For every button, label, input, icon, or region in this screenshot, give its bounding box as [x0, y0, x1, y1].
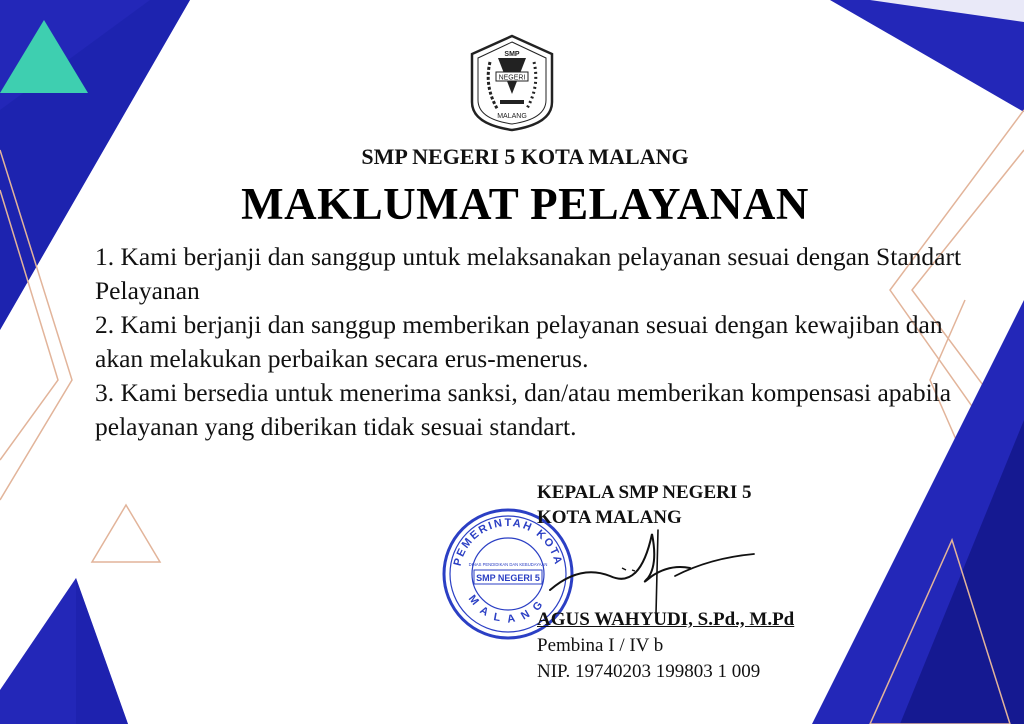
signatory-position-line2: KOTA MALANG	[537, 507, 682, 528]
school-emblem-icon	[462, 32, 562, 132]
signatory-name: AGUS WAHYUDI, S.Pd., M.Pd	[537, 609, 795, 630]
school-name: SMP NEGERI 5 KOTA MALANG	[361, 144, 689, 169]
logo-text-top: SMP	[504, 51, 520, 58]
stamp-center: SMP NEGERI 5	[476, 573, 540, 583]
statement-list	[95, 240, 965, 444]
outline-triangle-left	[92, 505, 160, 562]
stamp-dept: DINAS PENDIDIKAN DAN KEBUDAYAAN	[468, 562, 548, 567]
stamp-ring-bottom: MALANG	[465, 592, 551, 626]
signatory-position-line1: KEPALA SMP NEGERI 5	[537, 482, 752, 503]
page-title: MAKLUMAT PELAYANAN	[241, 179, 809, 229]
stamp-ring-top: PEMERINTAH KOTA	[451, 516, 565, 568]
logo-text-mid: NEGERI	[498, 74, 526, 82]
statement-item: 2. Kami berjanji dan sanggup memberikan pelayanan sesuai dengan kewajiban dan akan melakukan perbaikan secara erus-menerus.	[95, 310, 943, 373]
signatory-rank: Pembina I / IV b	[537, 635, 664, 656]
statement-item: 1. Kami berjanji dan sanggup untuk melaksanakan pelayanan sesuai dengan Standart Pelayanan	[95, 242, 962, 305]
statement-item: 3. Kami bersedia untuk menerima sanksi, dan/atau memberikan kompensasi apabila pelayanan yang diberikan tidak sesuai standart.	[95, 378, 952, 441]
signatory-nip: NIP. 19740203 199803 1 009	[537, 661, 761, 682]
logo-text-bottom: MALANG	[497, 113, 527, 120]
bottom-left-triangle-shade	[76, 578, 128, 724]
signatory-position	[537, 480, 867, 530]
